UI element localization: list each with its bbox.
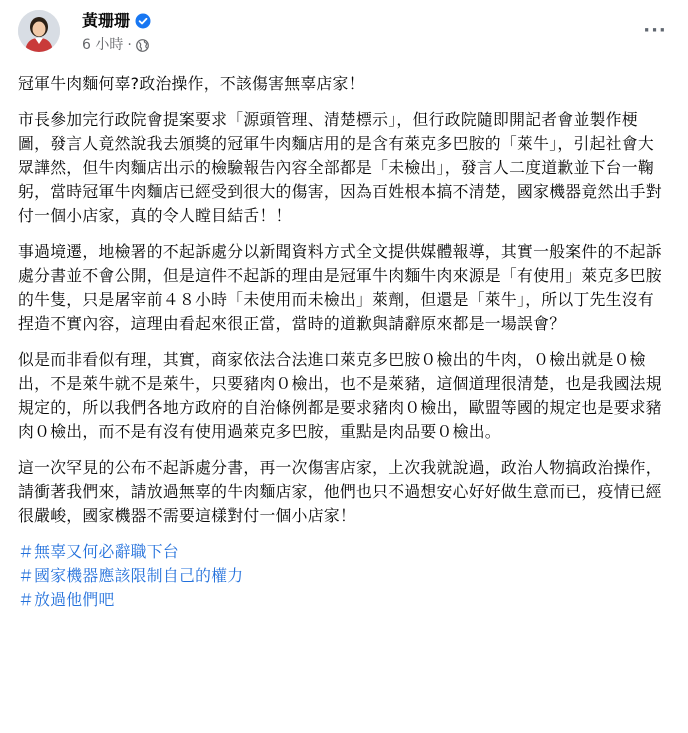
post-paragraph: 這一次罕見的公布不起訴處分書，再一次傷害店家，上次我就說過，政治人物搞政治操作，請衝著我們來，請放過無辜的牛肉麵店家，他們也只不過想安心好好做生意而已，疫情已經很嚴峻，國家機器不需要這樣對付一個小店家！ xyxy=(18,458,662,525)
hashtag-list xyxy=(18,540,668,612)
post-paragraph: 似是而非看似有理，其實，商家依法合法進口萊克多巴胺０檢出的牛肉，０檢出就是０檢出，不是萊牛就不是萊牛，只要豬肉０檢出，也不是萊豬，這個道理很清楚，也是我國法規規定的，所以我們各地方政府的自治條例都是要求豬肉０檢出，歐盟等國的規定也是要求豬肉０檢出，而不是有沒有使用過萊克多巴胺，重點是肉品要０檢出。 xyxy=(18,350,662,441)
post-paragraph: 事過境遷，地檢署的不起訴處分以新聞資料方式全文提供媒體報導，其實一般案件的不起訴處分書並不會公開，但是這件不起訴的理由是冠軍牛肉麵牛肉來源是「有使用」萊克多巴胺的牛隻，只是屠宰前４８小時「未使用而未檢出」萊劑，但還是「萊牛」，所以丁先生沒有捏造不實內容，這理由看起來很正當，當時的道歉與請辭原來都是一場誤會？ xyxy=(18,242,662,333)
verified-badge-icon xyxy=(135,13,151,29)
post-paragraph: 市長參加完行政院會提案要求「源頭管理、清楚標示」，但行政院隨即開記者會並製作梗圖，發言人竟然說我去頒獎的冠軍牛肉麵店用的是含有萊克多巴胺的「萊牛」，引起社會大眾譁然，但牛肉麵店出示的檢驗報告內容全部都是「未檢出」，發言人二度道歉並下台一鞠躬，當時冠軍牛肉麵店已經受到很大的傷害，因為百姓根本搞不清楚，國家機器竟然出手對付一個小店家，真的令人瞠目結舌！！ xyxy=(18,110,662,225)
post-paragraph-title: 冠軍牛肉麵何辜?政治操作，不該傷害無辜店家！ xyxy=(18,74,365,93)
post-meta xyxy=(82,36,151,54)
avatar-portrait-icon xyxy=(18,10,60,52)
post-timestamp[interactable]: 6 小時 xyxy=(82,37,124,53)
hashtag-link[interactable]: ＃無辜又何必辭職下台 xyxy=(18,542,179,561)
post-options-button[interactable] xyxy=(640,16,670,46)
ellipsis-icon: ··· xyxy=(643,20,667,41)
hashtag-link[interactable]: ＃放過他們吧 xyxy=(18,590,115,609)
author-name[interactable]: 黃珊珊 xyxy=(82,11,131,30)
post-body xyxy=(18,72,668,612)
author-row xyxy=(82,10,151,32)
avatar[interactable] xyxy=(18,10,60,52)
hashtag-link[interactable]: ＃國家機器應該限制自己的權力 xyxy=(18,566,244,585)
author-block xyxy=(82,10,151,54)
meta-separator: · xyxy=(127,37,132,53)
globe-icon[interactable] xyxy=(136,39,149,52)
post-header xyxy=(18,6,670,62)
